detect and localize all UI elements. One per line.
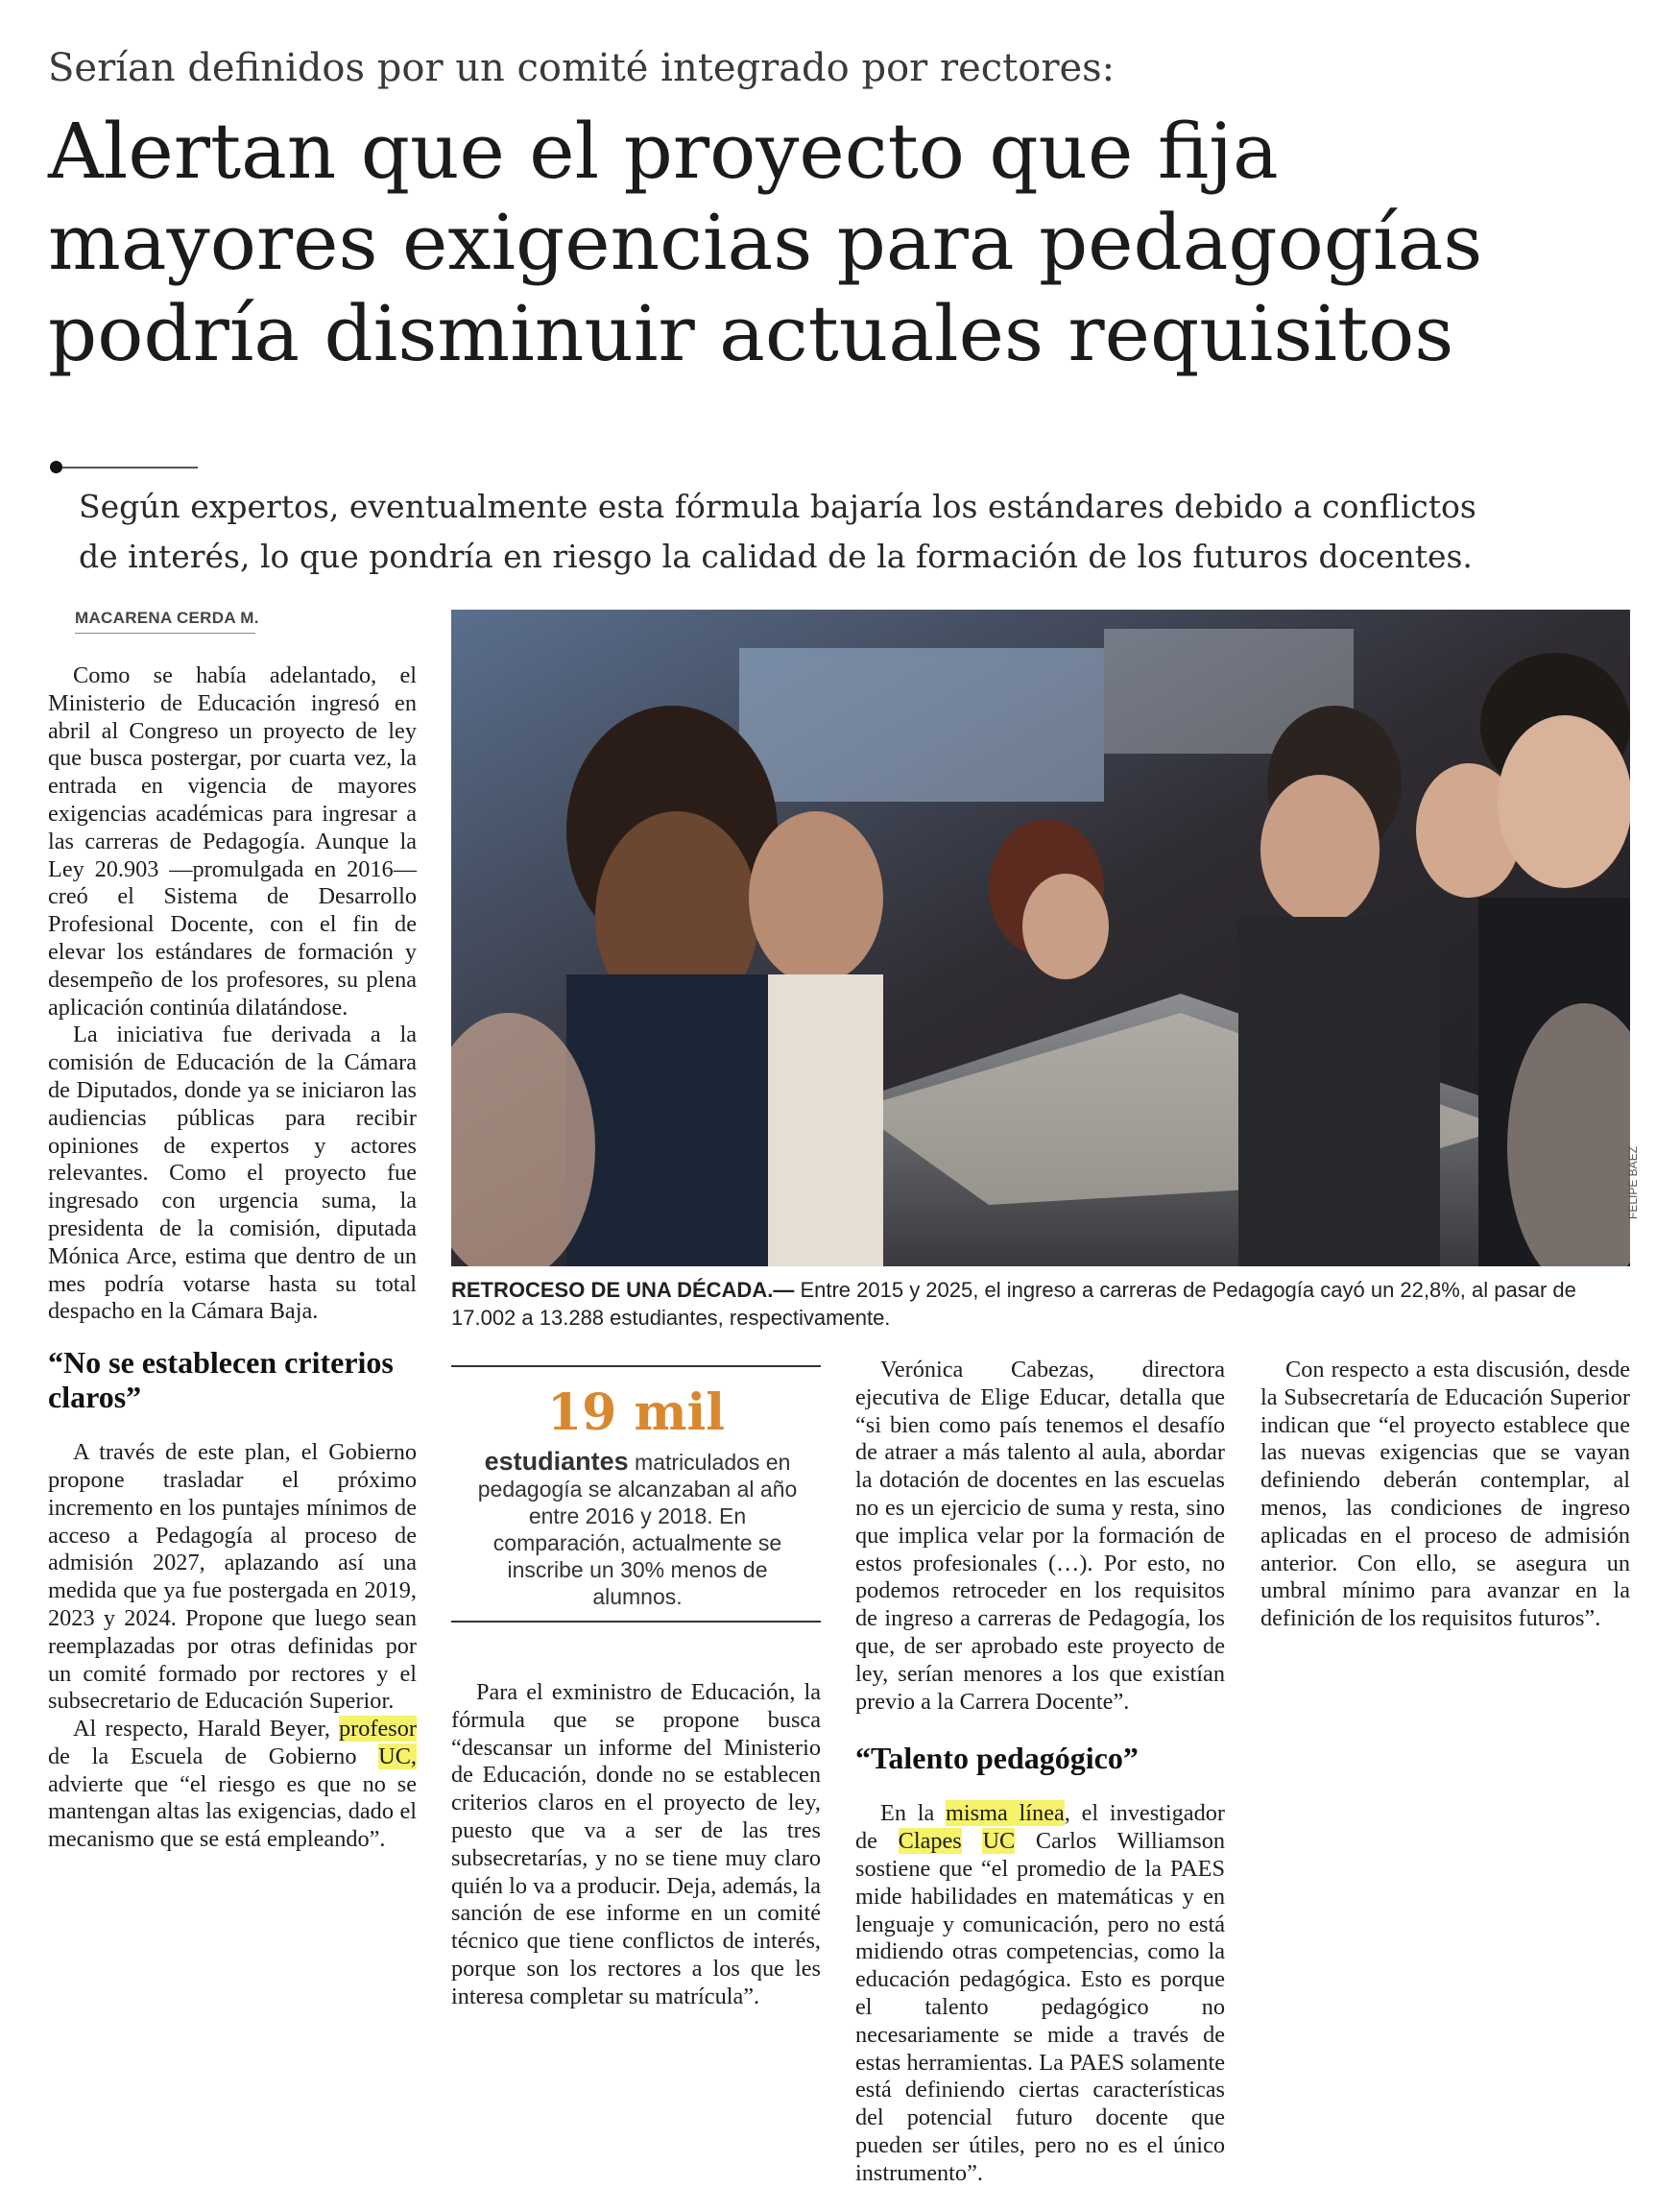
text-run (962, 1828, 983, 1854)
paragraph (855, 1800, 1225, 2187)
text-run: de la Escuela de Gobierno (48, 1743, 379, 1769)
stat-number: 19 mil (547, 1383, 725, 1442)
headline-line: Alertan que el proyecto que fija (48, 107, 1279, 196)
bullet-dot (50, 461, 62, 473)
byline: MACARENA CERDA M. (75, 609, 259, 627)
kicker: Serían definidos por un comité integrado por rectores: (48, 46, 1116, 90)
paragraph (48, 1716, 417, 1854)
text-run: En la (880, 1800, 947, 1827)
highlighted-text: profesor (339, 1716, 417, 1743)
highlighted-text: UC, (378, 1743, 417, 1769)
column-2 (451, 1679, 821, 2011)
text-run: , el investigador de (855, 1800, 1225, 1855)
text-run: Carlos Williamson sostiene que “el promedio de la PAES mide habilidades en matemáticas y en lenguaje y comunicación, pero no está midiendo otras competencias, como la educación pedagógica. Esto es porque el talento pedagógico no necesariamente se mide a través de estas herramientas. La PAES solamente está definiendo ciertas características del potencial futuro docente que pueden ser útiles, pero no es el único instrumento”. (855, 1828, 1225, 2186)
highlighted-text: misma línea (946, 1800, 1065, 1827)
photo-illustration (451, 610, 1630, 1266)
column-3 (855, 1357, 1225, 2188)
stat-text (465, 1448, 810, 1610)
text-run: advierte que “el riesgo es que no se mantengan altas las exigencias, dado el mecanismo que se está empleando”. (48, 1770, 417, 1853)
caption-text: Entre 2015 y 2025, el ingreso a carreras de Pedagogía cayó un 22,8%, al pasar de 17.002 a 13.288 estudiantes, respectivamente. (451, 1278, 1576, 1330)
column-1 (48, 662, 417, 1854)
highlighted-text: UC (982, 1828, 1016, 1855)
subheading: “No se establecen criterios claros” (48, 1345, 394, 1415)
deck (79, 482, 1634, 582)
paragraph: Verónica Cabezas, directora ejecutiva de Elige Educar, detalla que “si bien como país tenemos el desafío de atraer a más talento al aula, abordar la dotación de docentes en las escuelas no es un ejercicio de suma y resta, sino que implica velar por la formación de estos profesionales (…). Por esto, no podemos retroceder en los requisitos de ingreso a carreras de Pedagogía, los que, de ser aprobado este proyecto de ley, serían menores a los que existían previo a la Carrera Docente”. (855, 1357, 1225, 1715)
photo-caption (451, 1276, 1632, 1332)
headline (48, 106, 1642, 379)
text-run: Al respecto, Harald Beyer, (73, 1716, 340, 1743)
headline-line: podría disminuir actuales requisitos (48, 289, 1454, 378)
divider (75, 633, 255, 634)
deck-line: Según expertos, eventualmente esta fórmula bajaría los estándares debido a conflictos (79, 488, 1476, 525)
headline-line: mayores exigencias para pedagogías (48, 198, 1483, 287)
caption-lead: RETROCESO DE UNA DÉCADA.— (451, 1278, 795, 1302)
news-photo (451, 610, 1630, 1266)
column-4 (1260, 1357, 1630, 1633)
paragraph: La iniciativa fue derivada a la comisión de Educación de la Cámara de Diputados, donde ya se iniciaron las audiencias públicas para recibir opiniones de expertos y actores relevantes. Como el proyecto fue ingresado con urgencia suma, la presidenta de la comisión, diputada Mónica Arce, estima que dentro de un mes podría votarse hasta su total despacho en la Cámara Baja. (48, 1022, 417, 1325)
divider (451, 1621, 821, 1623)
highlighted-text: Clapes (898, 1828, 962, 1855)
paragraph: A través de este plan, el Gobierno propone trasladar el próximo incremento en los puntajes mínimos de acceso a Pedagogía al proceso de admisión 2027, aplazando así una medida que ya fue postergada en 2019, 2023 y 2024. Propone que luego sean reemplazadas por otras definidas por un comité formado por rectores y el subsecretario de Educación Superior. (48, 1439, 417, 1715)
subheading: “Talento pedagógico” (855, 1741, 1139, 1776)
photo-credit: FELIPE BAEZ (1626, 1145, 1640, 1219)
divider (54, 467, 198, 469)
divider (451, 1365, 821, 1367)
paragraph: Para el exministro de Educación, la fórmula que se propone busca “descansar un informe del Ministerio de Educación, donde no se establecen criterios claros en el proyecto de ley, puesto que va a ser de las tres subsecretarías, y no se tiene muy claro quién lo va a producir. Deja, además, la sanción de ese informe en un comité técnico que tiene conflictos de interés, porque son los rectores a los que les interesa completar su matrícula”. (451, 1679, 821, 2009)
paragraph: Con respecto a esta discusión, desde la Subsecretaría de Educación Superior indican que “el proyecto establece que las nuevas exigencias que se vayan definiendo deberán contemplar, al menos, las condiciones de ingreso aplicadas en el proceso de admisión anterior. Con ello, se asegura un umbral mínimo para avanzar en la definición de los requisitos futuros”. (1260, 1357, 1630, 1632)
deck-line: de interés, lo que pondría en riesgo la calidad de la formación de los futuros docentes. (79, 538, 1473, 575)
paragraph: Como se había adelantado, el Ministerio de Educación ingresó en abril al Congreso un proyecto de ley que busca postergar, por cuarta vez, la entrada en vigencia de mayores exigencias académicas para ingresar a las carreras de Pedagogía. Aunque la Ley 20.903 —promulgada en 2016— creó el Sistema de Desarrollo Profesional Docente, con el fin de elevar los estándares de formación y desempeño de los profesores, su plena aplicación continúa dilatándose. (48, 662, 417, 1021)
stat-lead: estudiantes (484, 1447, 629, 1476)
stat-description: matriculados en pedagogía se alcanzaban al año entre 2016 y 2018. En comparación, actualmente se inscribe un 30% menos de alumnos. (477, 1450, 798, 1609)
